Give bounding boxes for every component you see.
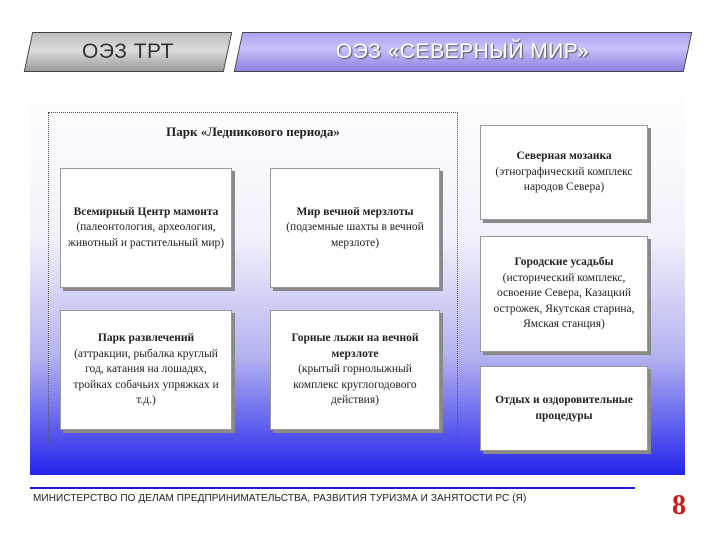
northern-mosaic-box [480, 125, 648, 220]
permafrost-skiing-box [270, 310, 440, 430]
ice-age-park-title: Парк «Ледникового периода» [166, 124, 340, 139]
box-desc: (подземные шахты в вечной мерзлоте) [286, 221, 424, 249]
footer-text: МИНИСТЕРСТВО ПО ДЕЛАМ ПРЕДПРИНИМАТЕЛЬСТВА, РАЗВИТИЯ ТУРИЗМА И ЗАНЯТОСТИ РС (Я) [33, 493, 527, 504]
box-desc: (крытый горнолыжный комплекс круглогодового действия) [293, 363, 417, 407]
footer-divider [30, 487, 635, 489]
permafrost-world-box [270, 168, 440, 288]
tab-oez-trt[interactable] [24, 32, 233, 72]
box-title: Мир вечной мерзлоты [296, 205, 414, 218]
box-title: Парк развлечений [97, 332, 195, 345]
box-title: Городские усадьбы [514, 256, 614, 269]
box-title: Отдых и оздоровительные процедуры [495, 393, 633, 422]
box-desc: (палеонтология, археология, животный и растительный мир) [67, 221, 225, 249]
city-estates-box [480, 236, 648, 352]
box-title: Северная мозаика [516, 150, 612, 163]
box-desc: (исторический комплекс, освоение Севера, Казацкий острожек, Якутская старина, Ямская станция) [493, 271, 635, 331]
tab-oez-trt-label: ОЭЗ ТРТ [82, 40, 174, 63]
box-desc: (этнографический комплекс народов Севера) [495, 165, 633, 194]
amusement-park-box [60, 310, 232, 430]
page-number: 8 [672, 490, 686, 521]
mammoth-center-box [60, 168, 232, 288]
box-desc: (аттракции, рыбалка круглый год, катания на лошадях, тройках собачьих упряжках и т.д.) [73, 347, 219, 407]
tab-oez-severny-mir[interactable] [234, 32, 693, 72]
tab-oez-severny-mir-label: ОЭЗ «СЕВЕРНЫЙ МИР» [336, 40, 590, 63]
box-title: Всемирный Центр мамонта [73, 205, 219, 218]
box-title: Горные лыжи на вечной мерзлоте [291, 332, 419, 360]
wellness-box [480, 366, 648, 451]
